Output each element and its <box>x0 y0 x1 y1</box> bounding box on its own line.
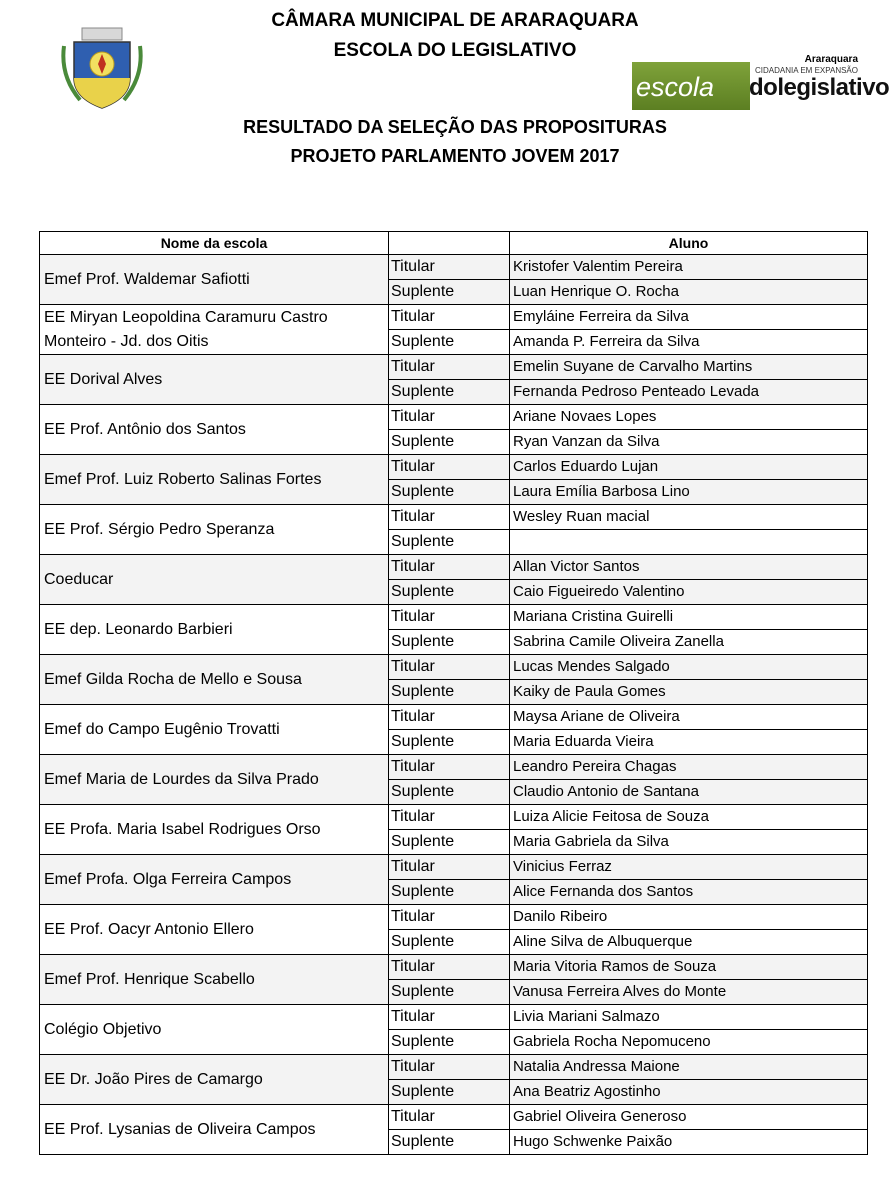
school-name-cell: EE Miryan Leopoldina Caramuru Castro Monteiro - Jd. dos Oitis <box>40 305 389 355</box>
role-suplente-cell: Suplente <box>389 330 510 355</box>
school-name-cell: Coeducar <box>40 555 389 605</box>
header-role <box>389 232 510 255</box>
role-titular-cell: Titular <box>389 255 510 280</box>
role-titular-cell: Titular <box>389 355 510 380</box>
titular-student-cell: Luiza Alicie Feitosa de Souza <box>510 805 868 830</box>
role-titular-cell: Titular <box>389 1005 510 1030</box>
suplente-student-cell: Fernanda Pedroso Penteado Levada <box>510 380 868 405</box>
role-suplente-cell: Suplente <box>389 530 510 555</box>
titular-student-cell: Lucas Mendes Salgado <box>510 655 868 680</box>
suplente-student-cell: Ana Beatriz Agostinho <box>510 1080 868 1105</box>
table-row <box>40 1055 868 1080</box>
role-suplente-cell: Suplente <box>389 280 510 305</box>
school-name-cell: Emef Gilda Rocha de Mello e Sousa <box>40 655 389 705</box>
role-titular-cell: Titular <box>389 405 510 430</box>
role-titular-cell: Titular <box>389 855 510 880</box>
suplente-student-cell: Vanusa Ferreira Alves do Monte <box>510 980 868 1005</box>
role-titular-cell: Titular <box>389 905 510 930</box>
role-suplente-cell: Suplente <box>389 930 510 955</box>
titular-student-cell: Natalia Andressa Maione <box>510 1055 868 1080</box>
role-suplente-cell: Suplente <box>389 1030 510 1055</box>
header-school: Nome da escola <box>40 232 389 255</box>
suplente-student-cell: Maria Eduarda Vieira <box>510 730 868 755</box>
role-suplente-cell: Suplente <box>389 630 510 655</box>
logo-tagline: CIDADANIA EM EXPANSÃO <box>755 66 858 75</box>
titular-student-cell: Livia Mariani Salmazo <box>510 1005 868 1030</box>
title-line-1: CÂMARA MUNICIPAL DE ARARAQUARA <box>271 10 639 31</box>
suplente-student-cell: Alice Fernanda dos Santos <box>510 880 868 905</box>
suplente-student-cell: Kaiky de Paula Gomes <box>510 680 868 705</box>
table-row <box>40 805 868 830</box>
role-suplente-cell: Suplente <box>389 380 510 405</box>
role-suplente-cell: Suplente <box>389 880 510 905</box>
role-titular-cell: Titular <box>389 705 510 730</box>
suplente-student-cell: Amanda P. Ferreira da Silva <box>510 330 868 355</box>
table-row <box>40 1005 868 1030</box>
role-suplente-cell: Suplente <box>389 1080 510 1105</box>
role-suplente-cell: Suplente <box>389 580 510 605</box>
logo-word-escola: escola <box>636 72 715 102</box>
table-row <box>40 955 868 980</box>
escola-do-legislativo-logo <box>632 54 890 112</box>
titular-student-cell: Carlos Eduardo Lujan <box>510 455 868 480</box>
role-suplente-cell: Suplente <box>389 830 510 855</box>
suplente-student-cell: Ryan Vanzan da Silva <box>510 430 868 455</box>
suplente-student-cell: Sabrina Camile Oliveira Zanella <box>510 630 868 655</box>
role-suplente-cell: Suplente <box>389 780 510 805</box>
table-row <box>40 405 868 430</box>
table-row <box>40 255 868 280</box>
school-name-cell: EE Dr. João Pires de Camargo <box>40 1055 389 1105</box>
table-header-row <box>40 232 868 255</box>
school-name-cell: Emef Profa. Olga Ferreira Campos <box>40 855 389 905</box>
table-body <box>40 255 868 1155</box>
school-name-cell: Emef Prof. Waldemar Safiotti <box>40 255 389 305</box>
role-titular-cell: Titular <box>389 655 510 680</box>
role-titular-cell: Titular <box>389 605 510 630</box>
role-suplente-cell: Suplente <box>389 430 510 455</box>
titular-student-cell: Allan Victor Santos <box>510 555 868 580</box>
table-row <box>40 305 868 330</box>
title-line-2: ESCOLA DO LEGISLATIVO <box>333 40 577 61</box>
titular-student-cell: Emelin Suyane de Carvalho Martins <box>510 355 868 380</box>
suplente-student-cell: Claudio Antonio de Santana <box>510 780 868 805</box>
suplente-student-cell: Gabriela Rocha Nepomuceno <box>510 1030 868 1055</box>
school-name-cell: EE Dorival Alves <box>40 355 389 405</box>
school-name-cell: EE Prof. Antônio dos Santos <box>40 405 389 455</box>
suplente-student-cell: Hugo Schwenke Paixão <box>510 1130 868 1155</box>
suplente-student-cell: Laura Emília Barbosa Lino <box>510 480 868 505</box>
table-row <box>40 655 868 680</box>
role-suplente-cell: Suplente <box>389 980 510 1005</box>
table-row <box>40 1105 868 1130</box>
table-row <box>40 905 868 930</box>
table-row <box>40 855 868 880</box>
suplente-student-cell: Caio Figueiredo Valentino <box>510 580 868 605</box>
titular-student-cell: Maria Vitoria Ramos de Souza <box>510 955 868 980</box>
titular-student-cell: Danilo Ribeiro <box>510 905 868 930</box>
role-titular-cell: Titular <box>389 955 510 980</box>
role-titular-cell: Titular <box>389 555 510 580</box>
school-name-cell: EE dep. Leonardo Barbieri <box>40 605 389 655</box>
school-name-cell: Emef Maria de Lourdes da Silva Prado <box>40 755 389 805</box>
municipal-crest-icon <box>60 26 144 110</box>
titular-student-cell: Kristofer Valentim Pereira <box>510 255 868 280</box>
titular-student-cell: Maysa Ariane de Oliveira <box>510 705 868 730</box>
school-name-cell: EE Prof. Oacyr Antonio Ellero <box>40 905 389 955</box>
role-suplente-cell: Suplente <box>389 480 510 505</box>
school-name-cell: Emef Prof. Luiz Roberto Salinas Fortes <box>40 455 389 505</box>
role-suplente-cell: Suplente <box>389 1130 510 1155</box>
table-row <box>40 455 868 480</box>
logo-city: Araraquara <box>804 54 858 65</box>
role-titular-cell: Titular <box>389 1055 510 1080</box>
titular-student-cell: Leandro Pereira Chagas <box>510 755 868 780</box>
suplente-student-cell: Luan Henrique O. Rocha <box>510 280 868 305</box>
school-name-cell: Emef do Campo Eugênio Trovatti <box>40 705 389 755</box>
document-subtitle: PROJETO PARLAMENTO JOVEM 2017 <box>290 146 620 166</box>
titular-student-cell: Vinicius Ferraz <box>510 855 868 880</box>
document-title: RESULTADO DA SELEÇÃO DAS PROPOSITURAS <box>243 117 667 137</box>
role-titular-cell: Titular <box>389 305 510 330</box>
results-table <box>39 231 868 1155</box>
titular-student-cell: Mariana Cristina Guirelli <box>510 605 868 630</box>
school-name-cell: EE Prof. Sérgio Pedro Speranza <box>40 505 389 555</box>
suplente-student-cell: Aline Silva de Albuquerque <box>510 930 868 955</box>
titular-student-cell: Gabriel Oliveira Generoso <box>510 1105 868 1130</box>
role-titular-cell: Titular <box>389 755 510 780</box>
logo-word-legislativo: dolegislativo <box>749 74 890 101</box>
titular-student-cell: Wesley Ruan macial <box>510 505 868 530</box>
table-row <box>40 755 868 780</box>
titular-student-cell: Ariane Novaes Lopes <box>510 405 868 430</box>
suplente-student-cell <box>510 530 868 555</box>
table-row <box>40 705 868 730</box>
school-name-cell: EE Profa. Maria Isabel Rodrigues Orso <box>40 805 389 855</box>
role-titular-cell: Titular <box>389 1105 510 1130</box>
school-name-cell: Colégio Objetivo <box>40 1005 389 1055</box>
header-student: Aluno <box>510 232 868 255</box>
role-titular-cell: Titular <box>389 505 510 530</box>
role-titular-cell: Titular <box>389 805 510 830</box>
role-titular-cell: Titular <box>389 455 510 480</box>
table-row <box>40 555 868 580</box>
table-row <box>40 505 868 530</box>
school-name-cell: EE Prof. Lysanias de Oliveira Campos <box>40 1105 389 1155</box>
role-suplente-cell: Suplente <box>389 730 510 755</box>
titular-student-cell: Emyláine Ferreira da Silva <box>510 305 868 330</box>
table-row <box>40 355 868 380</box>
results-table-container <box>39 231 867 1155</box>
school-name-cell: Emef Prof. Henrique Scabello <box>40 955 389 1005</box>
role-suplente-cell: Suplente <box>389 680 510 705</box>
table-row <box>40 605 868 630</box>
suplente-student-cell: Maria Gabriela da Silva <box>510 830 868 855</box>
